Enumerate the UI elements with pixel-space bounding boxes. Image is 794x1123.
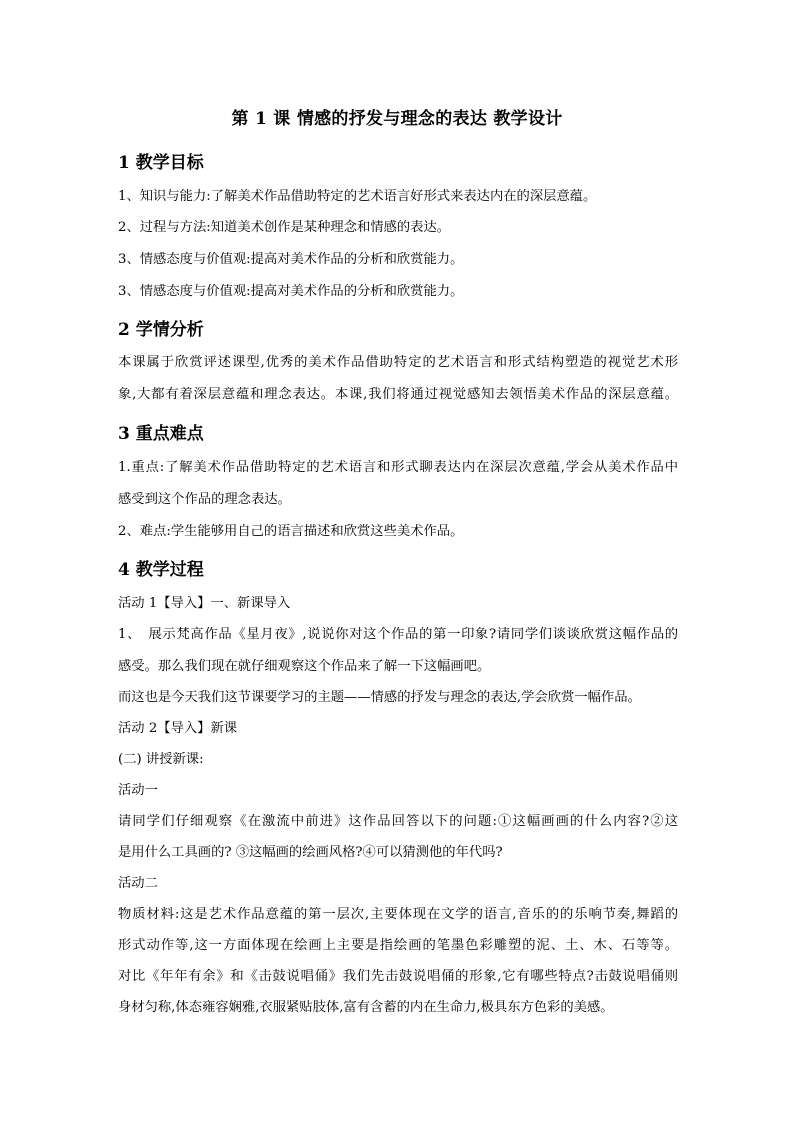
paragraph-line: 感受到这个作品的理念表达。 (118, 492, 291, 507)
paragraph-line: 3、情感态度与价值观:提高对美术作品的分析和欣赏能力。 (118, 252, 464, 267)
paragraph-line: 身材匀称,体态雍容娴雅,衣服紧贴肢体,富有含蓄的内在生命力,极具东方色彩的美感。 (118, 1000, 614, 1015)
paragraph-line: 本课属于欣赏评述课型,优秀的美术作品借助特定的艺术语言和形式结构塑造的视觉艺术形 (118, 355, 678, 370)
paragraph-line: 活动 2【导入】新课 (118, 721, 238, 736)
paragraph-line: 2、过程与方法:知道美术创作是某种理念和情感的表达。 (118, 220, 451, 235)
paragraph-line: 3、情感态度与价值观:提高对美术作品的分析和欣赏能力。 (118, 284, 464, 299)
section-heading-student-analysis: 2 学情分析 (118, 320, 204, 340)
paragraph-line: 物质材料:这是艺术作品意蕴的第一层次,主要体现在文学的语言,音乐的的乐响节奏,舞蹈的 (118, 907, 678, 922)
paragraph-line: 活动 1【导入】一、新课导入 (118, 596, 291, 611)
paragraph-line: 1、 展示梵高作品《星月夜》,说说你对这个作品的第一印象?请同学们谈谈欣赏这幅作品的 (118, 627, 678, 642)
paragraph-line: 1.重点:了解美术作品借助特定的艺术语言和形式聊表达内在深层次意蕴,学会从美术作品中 (118, 460, 678, 475)
paragraph-line: 活动二 (118, 876, 158, 891)
paragraph-line: 象,大都有着深层意蕴和理念表达。本课,我们将通过视觉感知去领悟美术作品的深层意蕴。 (118, 387, 678, 402)
paragraph-line: 请同学们仔细观察《在激流中前进》这作品回答以下的问题:①这幅画画的什么内容?②这 (118, 814, 678, 829)
section-heading-teaching-goals: 1 教学目标 (118, 153, 204, 173)
paragraph-line: (二) 讲授新课: (118, 752, 204, 767)
paragraph-line: 是用什么工具画的? ③这幅画的绘画风格?④可以猜测他的年代吗? (118, 845, 503, 860)
paragraph-line: 2、难点:学生能够用自己的语言描述和欣赏这些美术作品。 (118, 524, 464, 539)
paragraph-line: 感受。那么我们现在就仔细观察这个作品来了解一下这幅画吧。 (118, 659, 491, 674)
paragraph-line: 而这也是今天我们这节课要学习的主题——情感的抒发与理念的表达,学会欣赏一幅作品。 (118, 690, 641, 705)
section-heading-teaching-process: 4 教学过程 (118, 560, 204, 580)
document-title: 第 1 课 情感的抒发与理念的表达 教学设计 (231, 109, 563, 129)
paragraph-line: 1、知识与能力:了解美术作品借助特定的艺术语言好形式来表达内在的深层意蕴。 (118, 189, 597, 204)
paragraph-line: 形式动作等,这一方面体现在绘画上主要是指绘画的笔墨色彩雕塑的泥、土、木、石等等。 (118, 938, 678, 953)
paragraph-line: 活动一 (118, 783, 158, 798)
paragraph-line: 对比《年年有余》和《击鼓说唱俑》我们先击鼓说唱俑的形象,它有哪些特点?击鼓说唱俑则 (118, 969, 678, 984)
section-heading-key-points: 3 重点难点 (118, 424, 204, 444)
